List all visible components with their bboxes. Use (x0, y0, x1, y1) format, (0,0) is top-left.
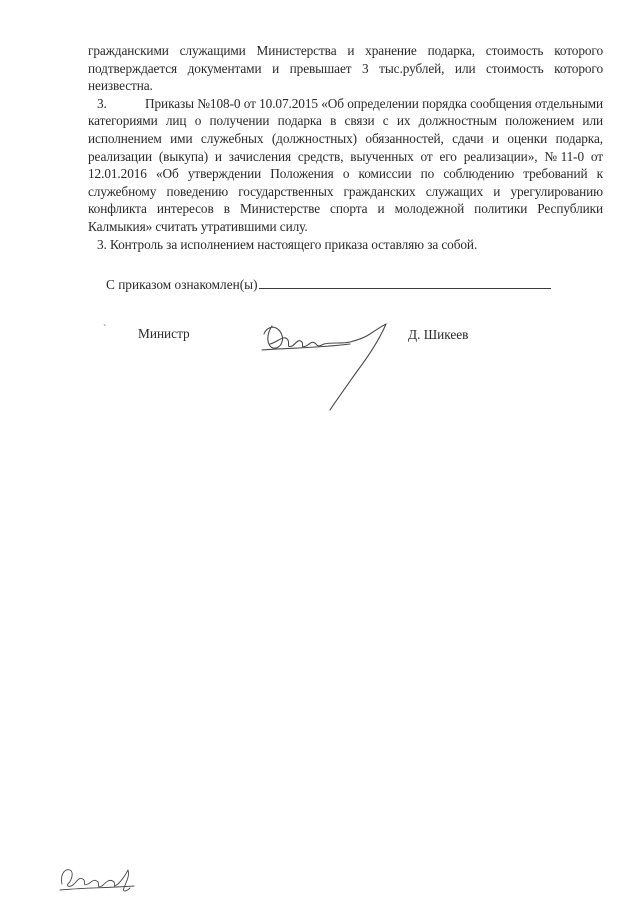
minister-name: Д. Шикеев (408, 327, 469, 342)
minister-signature (258, 314, 408, 418)
acknowledgement-label: С приказом ознакомлен(ы) (106, 277, 258, 292)
item-3-text: Приказы №108-0 от 10.07.2015 «Об определении порядка сообщения отдельными категориями лиц о получении подарка в связи с их должностным положением или исполнением ими служебных (должностных) обязанностей, сдачи и оценки подарка, реализации (выкупа) и зачисления средств, выученных от его реализации», №11-0 от 12.01.2016 «Об утверждении Положения о комиссии по соблюдению требований к служебному поведению государственных гражданских служащих и урегулированию конфликта интересов в Министерстве спорта и молодежной политики Республики Калмыкия» считать утратившими силу. (88, 95, 603, 234)
paragraph-control: 3. Контроль за исполнением настоящего приказа оставляю за собой. (97, 236, 478, 252)
acknowledgement-blank (259, 275, 551, 289)
tick-mark: ` (103, 324, 107, 335)
initials-signature (56, 860, 140, 896)
document-body (88, 42, 603, 253)
paragraph-continuation: гражданскими служащими Министерства и хранение подарка, стоимость которого подтверждается документами и превышает 3 тыс.рублей, или стоимость которого неизвестна. (88, 43, 603, 94)
minister-title: Министр (138, 326, 190, 341)
paragraph-item-3 (88, 95, 603, 236)
acknowledgement-line (106, 275, 566, 294)
item-3-number: 3. (97, 95, 107, 111)
